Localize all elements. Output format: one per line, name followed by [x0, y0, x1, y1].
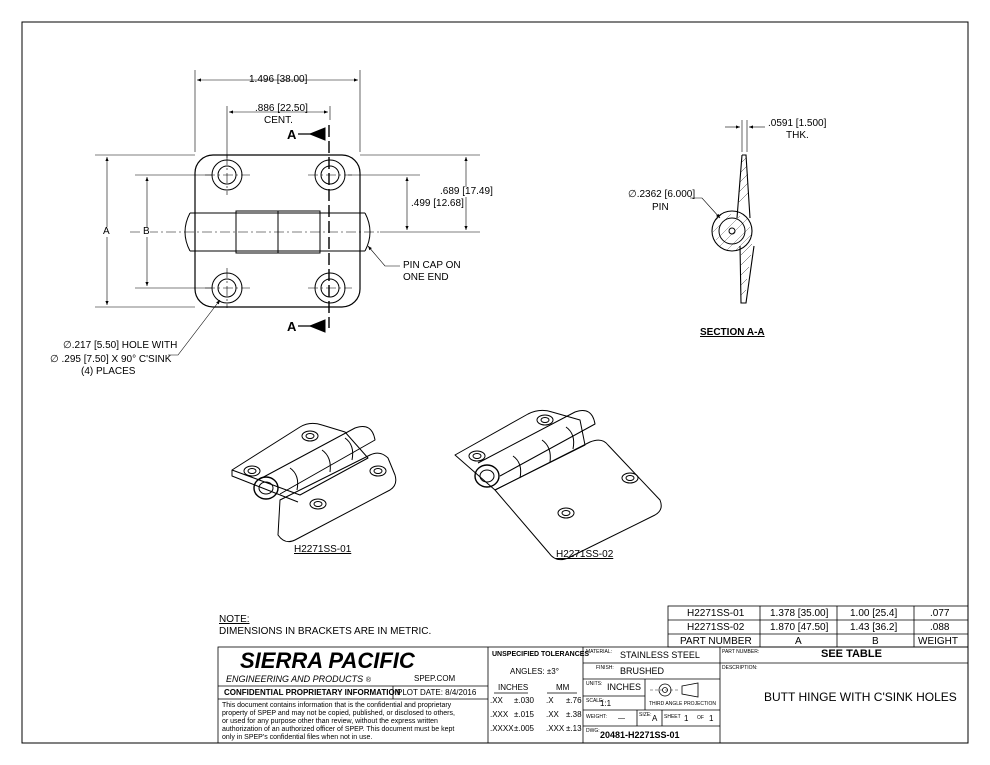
part-number-value: SEE TABLE — [821, 648, 882, 660]
dim-689: .689 [17.49] — [440, 186, 493, 197]
weight-label: WEIGHT: — [586, 714, 607, 720]
material-label: MATERIAL: — [586, 649, 613, 655]
units-label: UNITS: — [586, 681, 603, 687]
tol-row: .XX — [490, 696, 503, 705]
description-value: BUTT HINGE WITH C'SINK HOLES — [764, 690, 957, 704]
iso-view-right — [455, 410, 661, 559]
company-website: SPEP.COM — [414, 674, 456, 683]
section-view — [690, 120, 765, 303]
dim-thickness: .0591 [1.500] — [768, 118, 827, 129]
tol-mm-header: MM — [556, 683, 570, 692]
company-name: SIERRA PACIFIC — [240, 648, 415, 673]
pin-cap-note-line2: ONE END — [403, 272, 449, 283]
sheets-value: 1 — [709, 714, 714, 723]
hole-note-line1: ∅.217 [5.50] HOLE WITH — [63, 340, 178, 351]
table-header: WEIGHT — [918, 636, 958, 647]
table-header: A — [795, 636, 802, 647]
tol-row: .XXX — [490, 710, 509, 719]
material-value: STAINLESS STEEL — [620, 650, 700, 660]
table-cell: 1.00 [25.4] — [850, 608, 898, 619]
tol-row: ±.030 — [514, 696, 534, 705]
iso-view-left — [232, 423, 396, 541]
section-marker-top: A — [287, 127, 297, 142]
table-cell: 1.378 [35.00] — [770, 608, 829, 619]
table-header: PART NUMBER — [680, 636, 752, 647]
size-value: A — [652, 714, 658, 723]
table-cell: H2271SS-02 — [687, 622, 745, 633]
iso-label-left: H2271SS-01 — [294, 544, 352, 555]
confidential-text: This document contains information that is the confidential and proprietary property of SPEP and may not be copied, published, or disclosed to others, or used for any purpose other than review, without the express written authorization of an authorized officer of SPEP. This document must be kept only in SPEP's confidential files when not in use. — [222, 702, 455, 741]
of-label: OF — [697, 715, 704, 721]
tol-row: .XXX — [546, 724, 565, 733]
hole-note-line3: (4) PLACES — [81, 366, 136, 377]
dim-label-b: B — [143, 226, 150, 237]
tol-row: .XXXX — [490, 724, 514, 733]
tolerance-title: UNSPECIFIED TOLERANCES — [492, 651, 590, 658]
pin-label: PIN — [652, 202, 669, 213]
pin-cap-note-line1: PIN CAP ON — [403, 260, 461, 271]
sheet-value: 1 — [684, 714, 689, 723]
hole-note-line2: ∅ .295 [7.50] X 90° C'SINK — [50, 354, 172, 365]
size-label: SIZE: — [639, 712, 652, 718]
tol-row: ±.76 — [566, 696, 582, 705]
tol-row: ±.015 — [514, 710, 534, 719]
note-text: DIMENSIONS IN BRACKETS ARE IN METRIC. — [219, 626, 432, 637]
scale-label: SCALE: — [586, 698, 604, 704]
plot-date: PLOT DATE: 8/4/2016 — [397, 688, 477, 697]
dwg-label: DWG: — [586, 728, 600, 734]
thk-label: THK. — [786, 130, 809, 141]
section-title: SECTION A-A — [700, 327, 765, 338]
table-cell: 1.870 [47.50] — [770, 622, 829, 633]
weight-value: — — [618, 715, 625, 722]
sheet-label: SHEET — [664, 714, 681, 720]
projection-label: THIRD ANGLE PROJECTION — [649, 701, 716, 707]
table-cell: 1.43 [36.2] — [850, 622, 898, 633]
table-cell: .077 — [930, 608, 950, 619]
iso-label-right: H2271SS-02 — [556, 549, 614, 560]
part-number-label: PART NUMBER: — [722, 649, 760, 655]
company-subtitle: ENGINEERING AND PRODUCTS ® — [226, 674, 371, 684]
dim-label-a: A — [103, 226, 110, 237]
confidential-title: CONFIDENTIAL PROPRIETARY INFORMATION — [224, 688, 401, 697]
units-value: INCHES — [607, 682, 642, 692]
dim-499: .499 [12.68] — [411, 198, 464, 209]
dim-overall-width: 1.496 [38.00] — [249, 74, 308, 85]
finish-value: BRUSHED — [620, 666, 665, 676]
cent-label: CENT. — [264, 115, 293, 126]
table-cell: H2271SS-01 — [687, 608, 745, 619]
finish-label: FINISH: — [596, 665, 614, 671]
tol-row: .XX — [546, 710, 559, 719]
section-marker-bottom: A — [287, 319, 297, 334]
tol-row: ±.005 — [514, 724, 534, 733]
table-cell: .088 — [930, 622, 950, 633]
scale-value: 1:1 — [600, 699, 612, 708]
tol-row: .X — [546, 696, 554, 705]
tolerance-angles: ANGLES: ±3° — [510, 667, 559, 676]
description-label: DESCRIPTION: — [722, 665, 758, 671]
dwg-number: 20481-H2271SS-01 — [600, 730, 680, 740]
sheet-border — [22, 22, 968, 743]
note-title: NOTE: — [219, 614, 250, 625]
dim-center-distance: .886 [22.50] — [255, 103, 308, 114]
tol-row: ±.13 — [566, 724, 582, 733]
tol-inches-header: INCHES — [498, 683, 529, 692]
table-header: B — [872, 636, 879, 647]
dim-pin: ∅.2362 [6.000] — [628, 189, 696, 200]
tol-row: ±.38 — [566, 710, 582, 719]
